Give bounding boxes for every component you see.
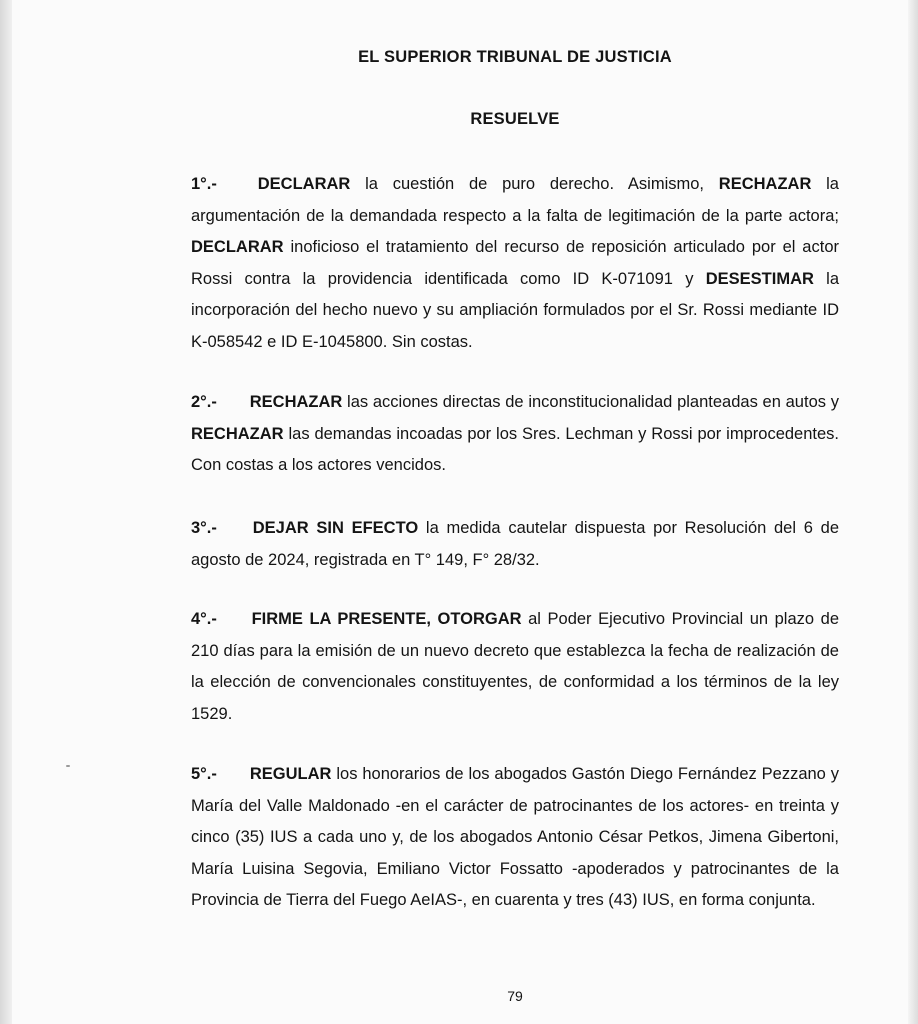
bold-directive: REGULAR xyxy=(249,765,332,783)
resolution-item-1 xyxy=(191,169,839,358)
text-run: las demandas incoadas por los Sres. Lechman y Rossi por improcedentes. Con costas a los actores vencidos. xyxy=(191,424,839,474)
bold-directive: FIRME LA PRESENTE, OTORGAR xyxy=(251,610,522,628)
bold-directive: DECLARAR xyxy=(191,238,284,256)
item-number: 4°.- xyxy=(191,610,217,628)
resolution-item-4 xyxy=(191,604,839,730)
text-run: los honorarios de los abogados Gastón Diego Fernández Pezzano y María del Valle Maldonado -en el carácter de patrocinantes de los actores- en treinta y cinco (35) IUS a cada uno y, de los abogados Antonio César Petkos, Jimena Gibertoni, María Luisina Segovia, Emiliano Victor Fossatto -apoderados y patrocinantes de la Provincia de Tierra del Fuego AeIAS-, en cuarenta y tres (43) IUS, en forma conjunta. xyxy=(191,765,839,909)
resolution-item-3 xyxy=(191,513,839,576)
text-run: la argumentación de la demandada respecto a la falta de legitimación de la parte actora; xyxy=(191,175,839,225)
text-run: las acciones directas de inconstitucionalidad planteadas en autos y xyxy=(342,393,839,411)
resolve-heading: RESUELVE xyxy=(470,110,560,128)
bold-directive: RECHAZAR xyxy=(718,175,812,193)
text-run: la cuestión de puro derecho. Asimismo, xyxy=(350,175,719,193)
bold-directive: DECLARAR xyxy=(257,175,351,193)
court-heading: EL SUPERIOR TRIBUNAL DE JUSTICIA xyxy=(358,48,672,66)
resolution-item-5 xyxy=(191,759,839,917)
page-number: 79 xyxy=(507,988,523,1004)
page-shadow-left xyxy=(0,0,12,1024)
item-3-text xyxy=(191,519,839,569)
text-run: la medida cautelar dispuesta por Resolución del 6 de agosto de 2024, registrada en T° 149, F° 28/32. xyxy=(191,519,839,569)
text-run: la incorporación del hecho nuevo y su ampliación formulados por el Sr. Rossi mediante ID K-058542 e ID E-1045800. Sin costas. xyxy=(191,269,839,351)
text-run: al Poder Ejecutivo Provincial un plazo de 210 días para la emisión de un nuevo decreto que establezca la fecha de realización de la elección de convencionales constituyentes, de conformidad a los términos de la ley 1529. xyxy=(191,610,839,723)
item-number: 3°.- xyxy=(191,519,217,537)
item-2-text xyxy=(191,393,839,474)
text-run: inoficioso el tratamiento del recurso de reposición articulado por el actor Rossi contra la providencia identificada como ID K-071091 y xyxy=(191,238,839,288)
item-1-text xyxy=(191,175,839,351)
resolution-item-2 xyxy=(191,387,839,482)
item-number: 5°.- xyxy=(191,765,217,783)
item-number: 1°.- xyxy=(191,175,217,193)
bold-directive: DESESTIMAR xyxy=(705,269,814,288)
bold-directive: DEJAR SIN EFECTO xyxy=(252,519,419,537)
bold-directive: RECHAZAR xyxy=(191,424,284,443)
scan-speck xyxy=(66,765,70,767)
item-number: 2°.- xyxy=(191,393,217,411)
item-4-text xyxy=(191,610,839,723)
bold-directive: RECHAZAR xyxy=(249,393,343,411)
item-5-text xyxy=(191,765,839,909)
page-shadow-right xyxy=(908,0,918,1024)
